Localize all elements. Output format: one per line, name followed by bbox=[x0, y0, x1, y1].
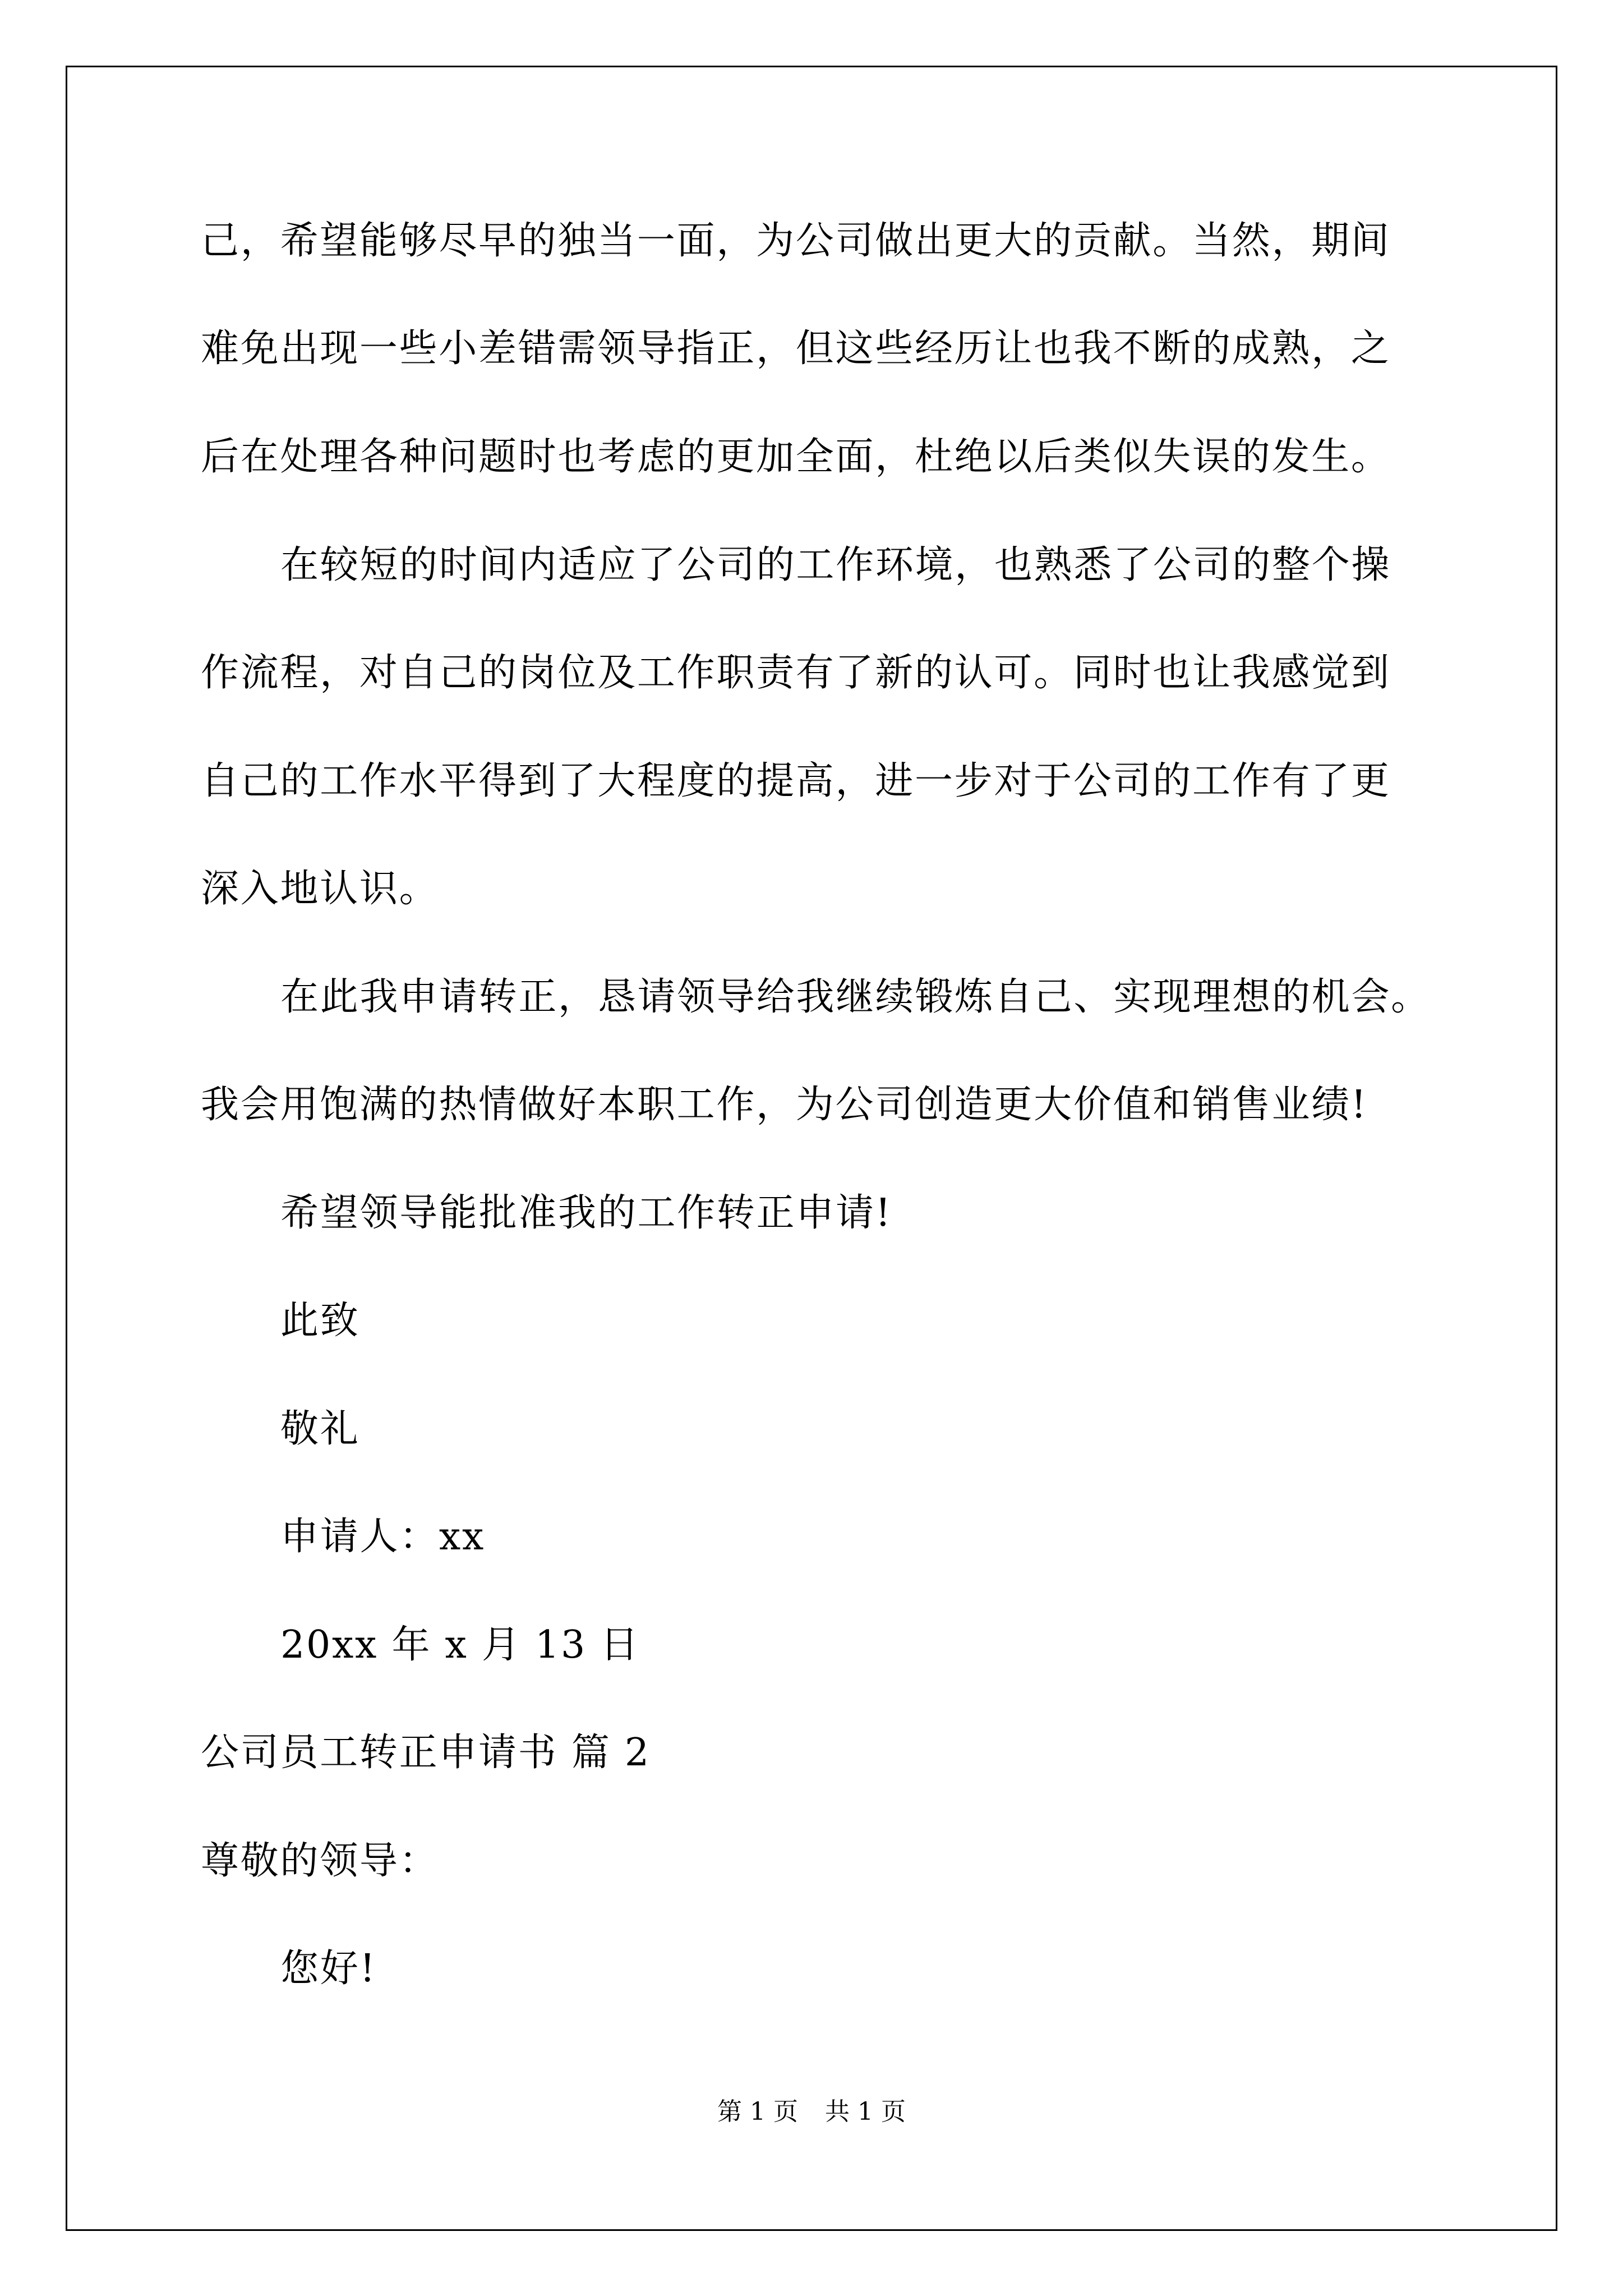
section-heading: 公司员工转正申请书 篇 2 bbox=[201, 1731, 651, 1775]
closing-salutation: 此致 bbox=[280, 1299, 360, 1343]
body-line: 作流程，对自己的岗位及工作职责有了新的认可。同时也让我感觉到 bbox=[201, 651, 1391, 695]
page-footer bbox=[0, 2095, 1623, 2129]
letter-date: 20xx 年 x 月 13 日 bbox=[280, 1623, 640, 1667]
body-line: 我会用饱满的热情做好本职工作，为公司创造更大价值和销售业绩! bbox=[201, 1083, 1368, 1127]
body-line: 在此我申请转正，恳请领导给我继续锻炼自己、实现理想的机会。 bbox=[280, 975, 1431, 1019]
body-line: 己，希望能够尽早的独当一面，为公司做出更大的贡献。当然，期间 bbox=[201, 219, 1391, 263]
page-number: 第 1 页 bbox=[717, 2097, 798, 2126]
page-border bbox=[66, 66, 1557, 2231]
body-line: 难免出现一些小差错需领导指正，但这些经历让也我不断的成熟，之 bbox=[201, 326, 1391, 371]
body-line: 自己的工作水平得到了大程度的提高，进一步对于公司的工作有了更 bbox=[201, 759, 1391, 803]
greeting-hello: 您好! bbox=[280, 1947, 377, 1991]
page-total: 共 1 页 bbox=[825, 2097, 906, 2126]
closing-regards: 敬礼 bbox=[280, 1407, 360, 1451]
greeting: 尊敬的领导： bbox=[201, 1839, 439, 1883]
body-line: 希望领导能批准我的工作转正申请! bbox=[280, 1191, 892, 1235]
body-line: 后在处理各种问题时也考虑的更加全面，杜绝以后类似失误的发生。 bbox=[201, 435, 1391, 479]
body-line: 深入地认识。 bbox=[201, 867, 439, 911]
body-line: 在较短的时间内适应了公司的工作环境，也熟悉了公司的整个操 bbox=[280, 543, 1391, 587]
applicant-name: 申请人：xx bbox=[280, 1515, 486, 1559]
